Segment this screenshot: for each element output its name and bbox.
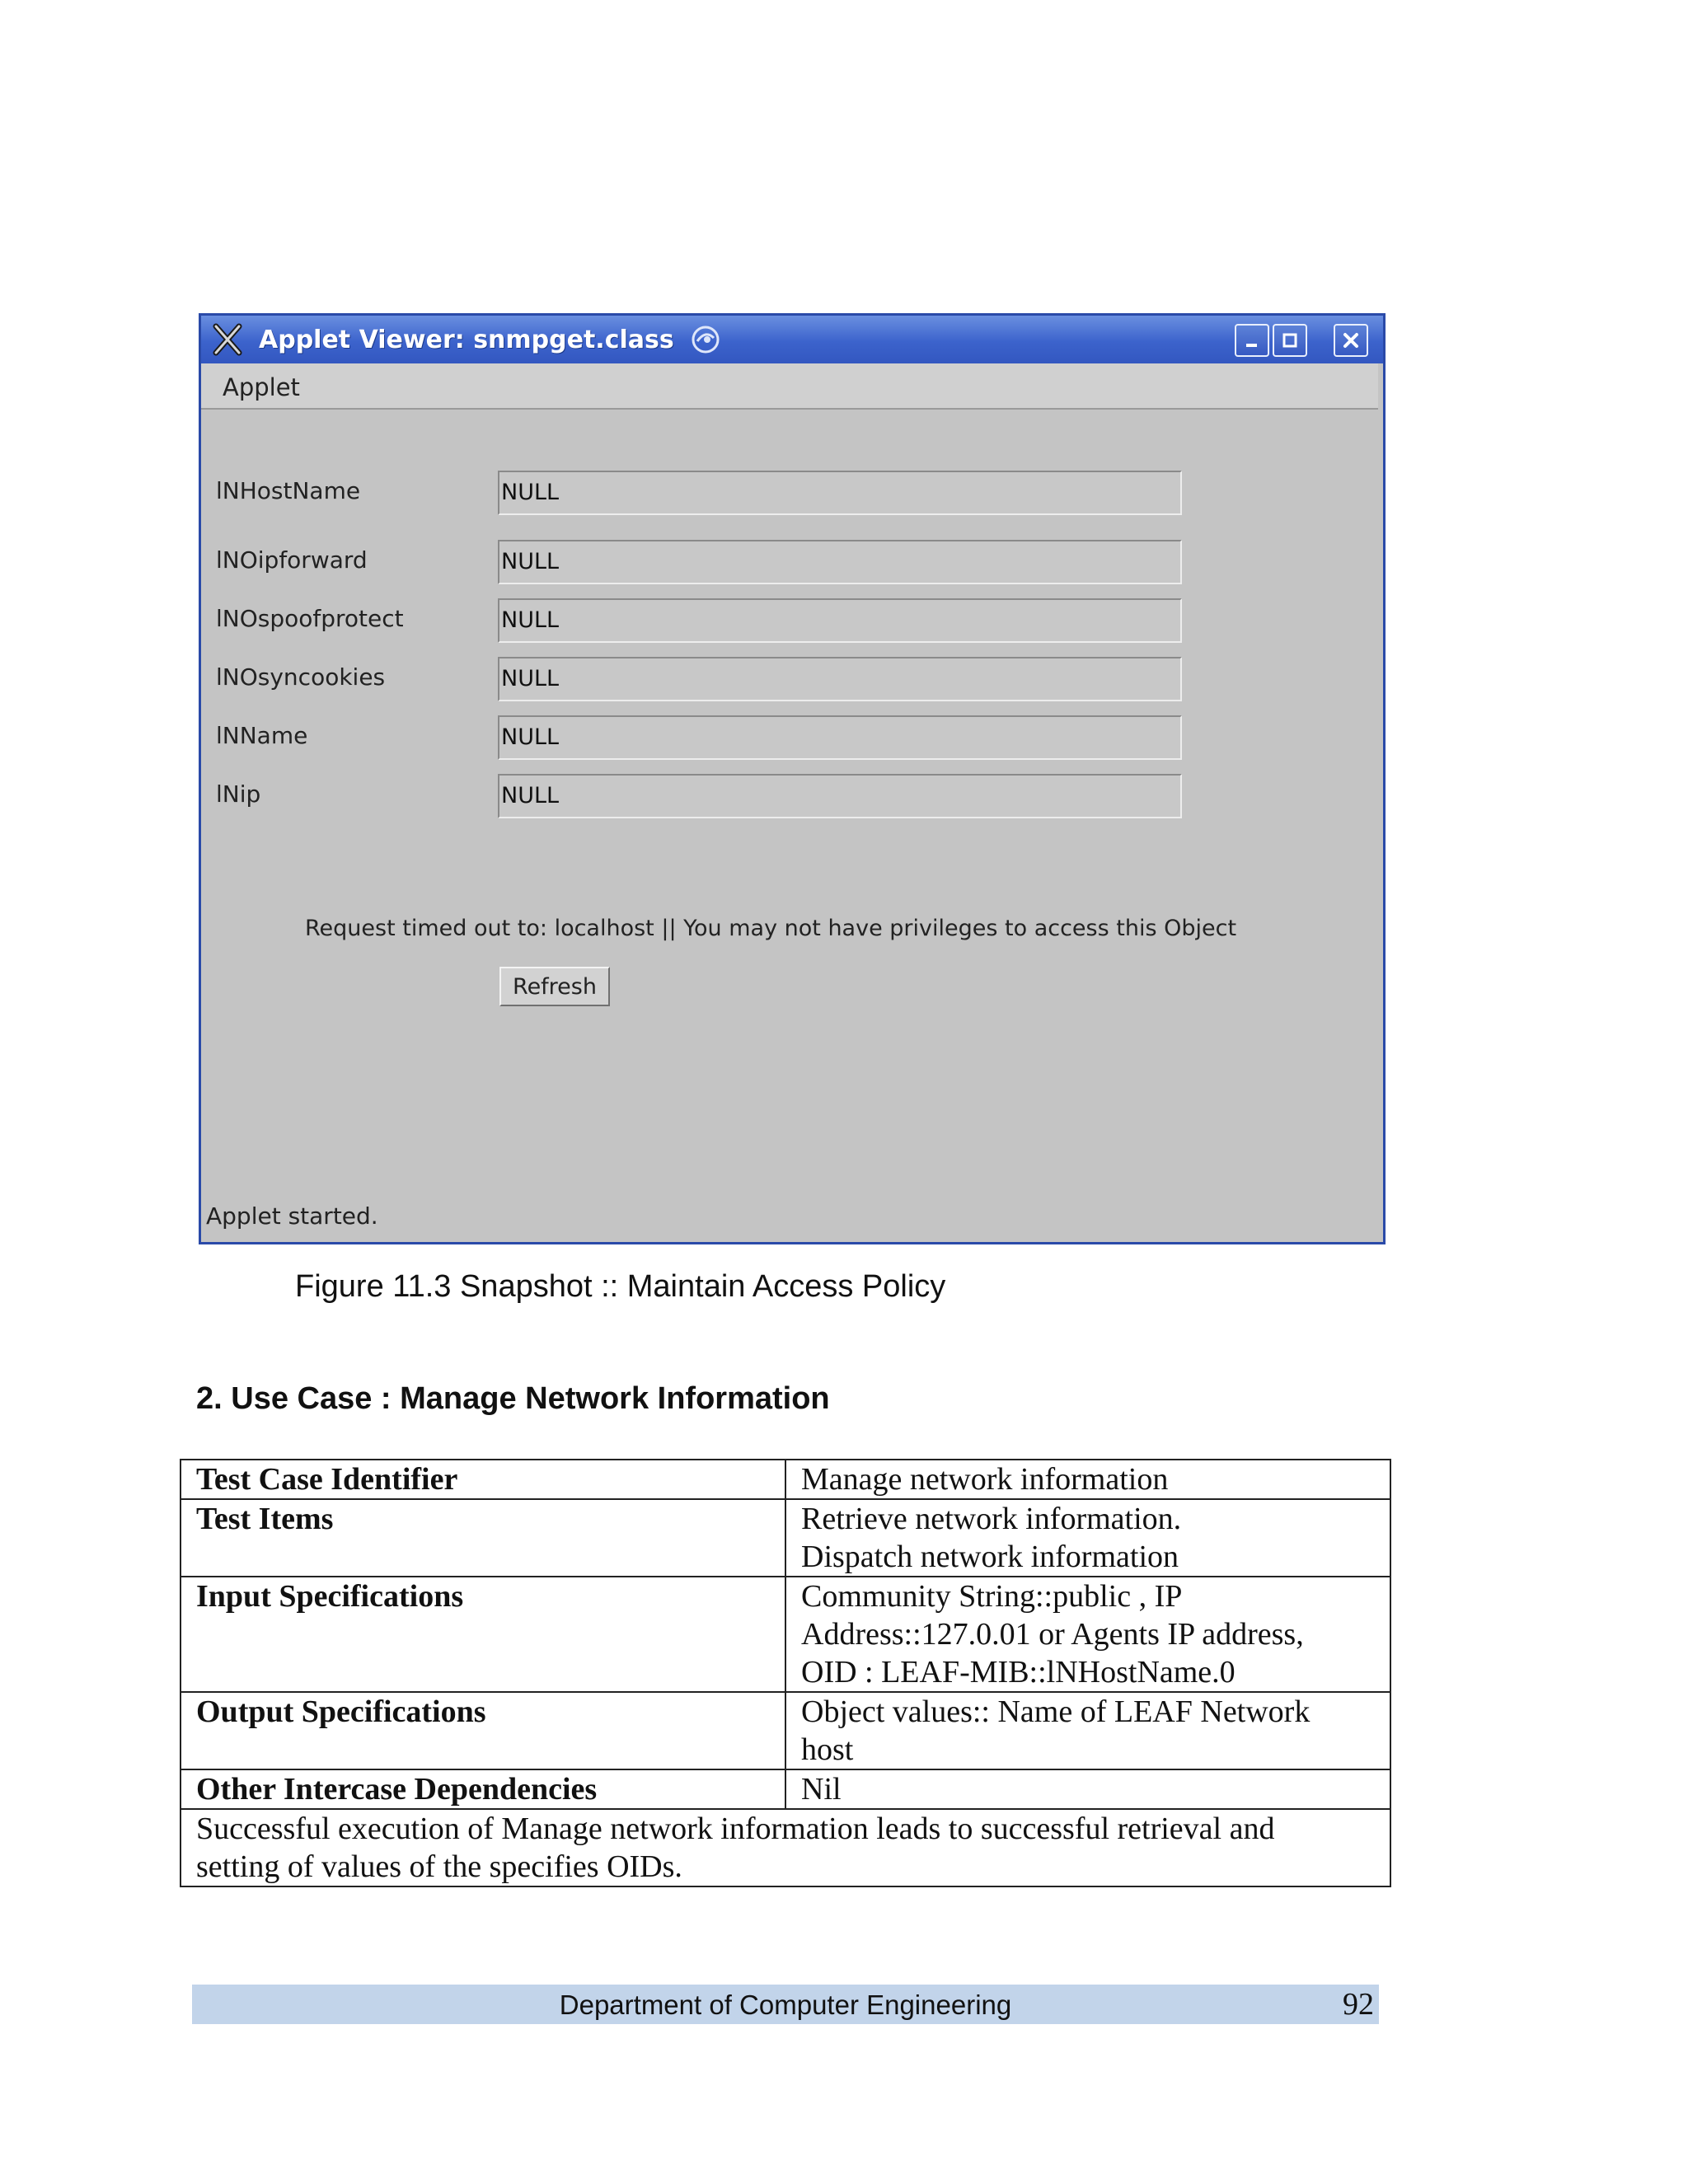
table-row: [181, 1499, 1390, 1577]
value-line: Manage network information: [801, 1462, 1169, 1497]
field-label-spoofprotect: lNOspoofprotect: [216, 605, 404, 632]
row-key: Other Intercase Dependencies: [181, 1769, 785, 1809]
row-key: Test Items: [181, 1499, 785, 1577]
value-line: Retrieve network information.: [801, 1502, 1182, 1536]
summary-line: setting of values of the specifies OIDs.: [196, 1849, 682, 1884]
row-value: [785, 1692, 1390, 1769]
menu-applet[interactable]: Applet: [223, 373, 300, 401]
table-row: [181, 1769, 1390, 1809]
value-line: Nil: [801, 1772, 842, 1807]
field-input-name[interactable]: NULL: [498, 715, 1182, 760]
minimize-icon: [1243, 331, 1261, 349]
table-row: [181, 1577, 1390, 1692]
figure-caption: Figure 11.3 Snapshot :: Maintain Access Policy: [295, 1269, 946, 1304]
minimize-button[interactable]: [1235, 324, 1269, 357]
row-key: Test Case Identifier: [181, 1460, 785, 1499]
field-input-syncookies[interactable]: NULL: [498, 657, 1182, 701]
summary-cell: [181, 1809, 1390, 1886]
row-key: Input Specifications: [181, 1577, 785, 1692]
field-input-hostname[interactable]: NULL: [498, 471, 1182, 515]
field-label-name: lNName: [216, 722, 308, 749]
field-label-hostname: lNHostName: [216, 477, 361, 504]
field-label-ip: lNip: [216, 780, 261, 808]
field-label-syncookies: lNOsyncookies: [216, 663, 386, 691]
section-heading: 2. Use Case : Manage Network Information: [196, 1381, 830, 1416]
menu-bar: [201, 363, 1378, 410]
close-icon: [1342, 331, 1360, 349]
applet-status-text: Applet started.: [206, 1202, 378, 1230]
page-number: 92: [1343, 1987, 1374, 2022]
maximize-button[interactable]: [1273, 324, 1307, 357]
footer-department: Department of Computer Engineering: [559, 1990, 1012, 2020]
summary-line: Successful execution of Manage network information leads to successful retrieval and: [196, 1811, 1275, 1846]
close-button[interactable]: [1334, 324, 1368, 357]
applet-viewer-window: [199, 313, 1386, 1244]
row-value: [785, 1769, 1390, 1809]
refresh-button[interactable]: Refresh: [499, 967, 610, 1006]
table-row: [181, 1460, 1390, 1499]
table-row: [181, 1692, 1390, 1769]
value-line: OID : LEAF-MIB::lNHostName.0: [801, 1655, 1236, 1690]
field-input-spoofprotect[interactable]: NULL: [498, 598, 1182, 643]
row-key: Output Specifications: [181, 1692, 785, 1769]
field-input-ipforward[interactable]: NULL: [498, 540, 1182, 584]
value-line: Object values:: Name of LEAF Network: [801, 1694, 1311, 1729]
swirl-icon: [689, 323, 722, 356]
field-label-ipforward: lNOipforward: [216, 546, 368, 574]
value-line: host: [801, 1732, 854, 1767]
value-line: Address::127.0.01 or Agents IP address,: [801, 1617, 1304, 1652]
window-title: Applet Viewer: snmpget.class: [259, 325, 674, 354]
value-line: Dispatch network information: [801, 1540, 1179, 1574]
page-footer: [192, 1985, 1379, 2024]
title-bar[interactable]: [201, 316, 1383, 363]
row-value: [785, 1577, 1390, 1692]
x-logo-icon: [209, 321, 246, 358]
test-case-table: [180, 1459, 1391, 1887]
field-input-ip[interactable]: NULL: [498, 774, 1182, 818]
row-value: [785, 1499, 1390, 1577]
row-value: [785, 1460, 1390, 1499]
timeout-message: Request timed out to: localhost || You may not have privileges to access this Object: [305, 916, 1237, 941]
table-row-summary: [181, 1809, 1390, 1886]
maximize-icon: [1281, 331, 1299, 349]
value-line: Community String::public , IP: [801, 1579, 1183, 1614]
